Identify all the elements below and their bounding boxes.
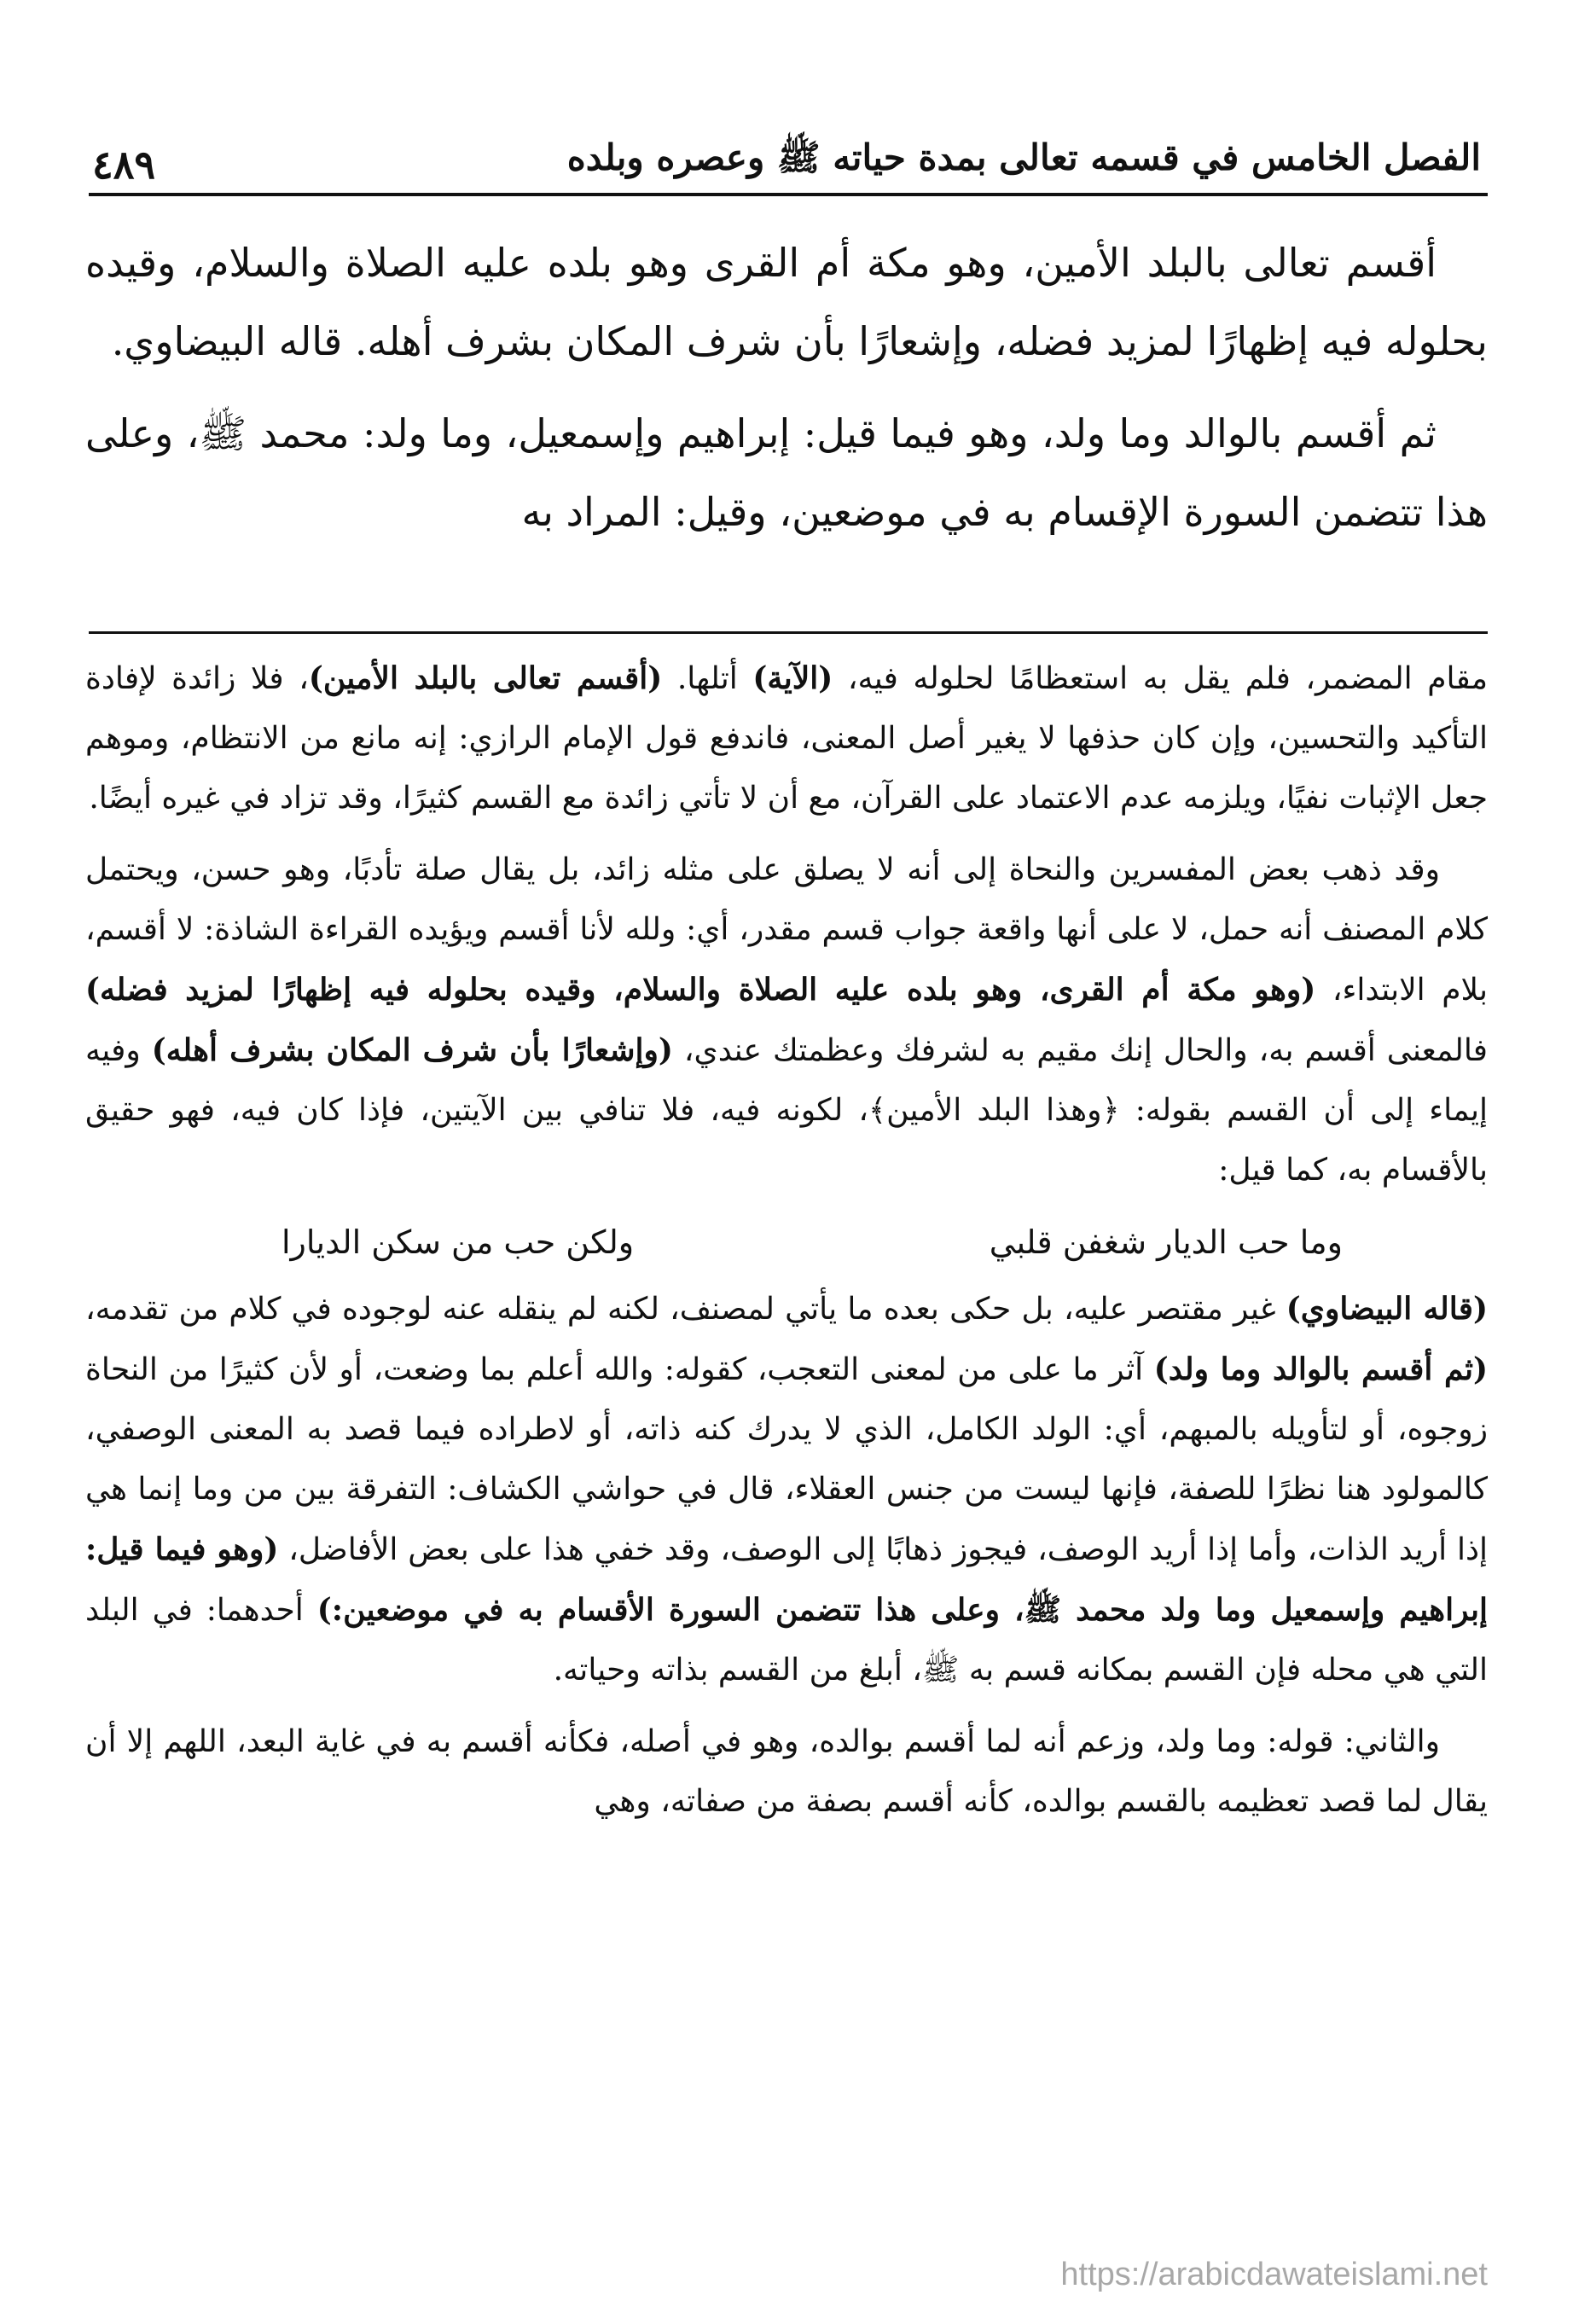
main-paragraph: أقسم تعالى بالبلد الأمين، وهو مكة أم القرى وهو بلده عليه الصلاة والسلام، وقيده بحلوله فيه إظهارًا لمزيد فضله، وإشعارًا بأن شرف المكان بشرف أهله. قاله البيضاوي. [85, 240, 1488, 364]
commentary-text: أتلها. [662, 661, 753, 696]
quoted-text: (ثم أقسم بالوالد وما ولد) [1153, 1351, 1488, 1387]
quoted-text: (وإشعارًا بأن شرف المكان بشرف أهله) [151, 1032, 673, 1068]
commentary-paragraph [85, 1279, 1488, 1700]
commentary-text: وقد ذهب بعض المفسرين والنحاة إلى أنه لا يصلق على مثله زائد، بل يقال صلة تأدبًا، وهو حسن، ويحتمل كلام المصنف أنه حمل، لا على أنها واقعة جواب قسم مقدر، أي: ولله لأنا أقسم ويؤيده القراءة الشاذة: لا أقسم، بلام الابتداء، [85, 852, 1488, 1008]
poetry-verse [85, 1212, 1488, 1272]
commentary-divider [89, 631, 1488, 634]
watermark-url: https://arabicdawateislami.net [1060, 2257, 1488, 2292]
chapter-title: الفصل الخامس في قسمه تعالى بمدة حياته ﷺ وعصره وبلده [566, 137, 1481, 178]
commentary-text: مقام المضمر، فلم يقل به استعظامًا لحلوله فيه، [833, 661, 1489, 696]
commentary-text: آثر ما على من لمعنى التعجب، كقوله: والله أعلم بما وضعت، أو لأن كثيرًا من النحاة زوجوه، أو لتأويله بالمبهم، أي: الولد الكامل، الذي لا يدرك كنه ذاته، أو لاطراده فيما قصد به المعنى الوصفي، كالمولود هنا نظرًا للصفة، فإنها ليست من جنس العقلاء، قال في حواشي الكشاف: التفرقة بين من وما إنما هي إذا أريد الذات، وأما إذا أريد الوصف، فيجوز ذهابًا إلى الوصف، وقد خفي هذا على بعض الأفاضل، [85, 1352, 1488, 1567]
commentary [85, 648, 1488, 1844]
main-text [85, 224, 1488, 565]
commentary-text: غير مقتصر عليه، بل حكى بعده ما يأتي لمصنف، لكنه لم ينقله عنه لوجوده في كلام من تقدمه، [85, 1292, 1286, 1327]
quoted-text: (قاله البيضاوي) [1286, 1291, 1488, 1327]
quoted-text: (الآية) [752, 660, 833, 696]
quoted-text: (وهو فيما قيل: إبراهيم وإسمعيل وما ولد محمد ﷺ، وعلى هذا تتضمن السورة الأقسام به في موضعين:) [85, 1531, 1488, 1628]
page-number: ٤٨٩ [92, 142, 156, 188]
commentary-text: أحدهما: في البلد التي هي محله فإن القسم بمكانه قسم به ﷺ، أبلغ من القسم بذاته وحياته. [85, 1593, 1488, 1688]
commentary-text: فالمعنى أقسم به، والحال إنك مقيم به لشرفك وعظمتك عندي، [672, 1033, 1489, 1068]
main-paragraph: ثم أقسم بالوالد وما ولد، وهو فيما قيل: إبراهيم وإسمعيل، وما ولد: محمد ﷺ، وعلى هذا تتضمن السورة الإقسام به في موضعين، وقيل: المراد به [85, 410, 1488, 535]
page-header [92, 111, 1481, 188]
commentary-text: ، فلا زائدة لإفادة التأكيد والتحسين، وإن كان حذفها لا يغير أصل المعنى، فاندفع قول الإمام الرازي: إنه مانع من الانتظام، وموهم جعل الإثبات نفيًا، ويلزمه عدم الاعتماد على القرآن، مع أن لا تأتي زائدة مع القسم كثيرًا، وقد تزاد في غيره أيضًا. [85, 661, 1488, 816]
commentary-paragraph: والثاني: قوله: وما ولد، وزعم أنه لما أقسم بوالده، وهو في أصله، فكأنه أقسم به في غاية البعد، اللهم إلا أن يقال لما قصد تعظيمه بالقسم بوالده، كأنه أقسم بصفة من صفاته، وهي [85, 1724, 1488, 1819]
quoted-text: (وهو مكة أم القرى، وهو بلده عليه الصلاة والسلام، وقيده بحلوله فيه إظهارًا لمزيد فضله) [85, 972, 1316, 1008]
quoted-text: (أقسم تعالى بالبلد الأمين) [308, 660, 663, 696]
commentary-paragraph [85, 840, 1488, 1200]
verse-second-hemistich: ولكن حب من سكن الديارا [282, 1223, 635, 1261]
commentary-paragraph [85, 648, 1488, 828]
verse-first-hemistich: وما حب الديار شغفن قلبي [989, 1223, 1343, 1261]
header-divider [89, 193, 1488, 196]
commentary-text: وفيه إيماء إلى أن القسم بقوله: ﴿وهذا البلد الأمين﴾، لكونه فيه، فلا تنافي بين الآيتين، فإذا كان فيه، فهو حقيق بالأقسام به، كما قيل: [85, 1033, 1488, 1188]
